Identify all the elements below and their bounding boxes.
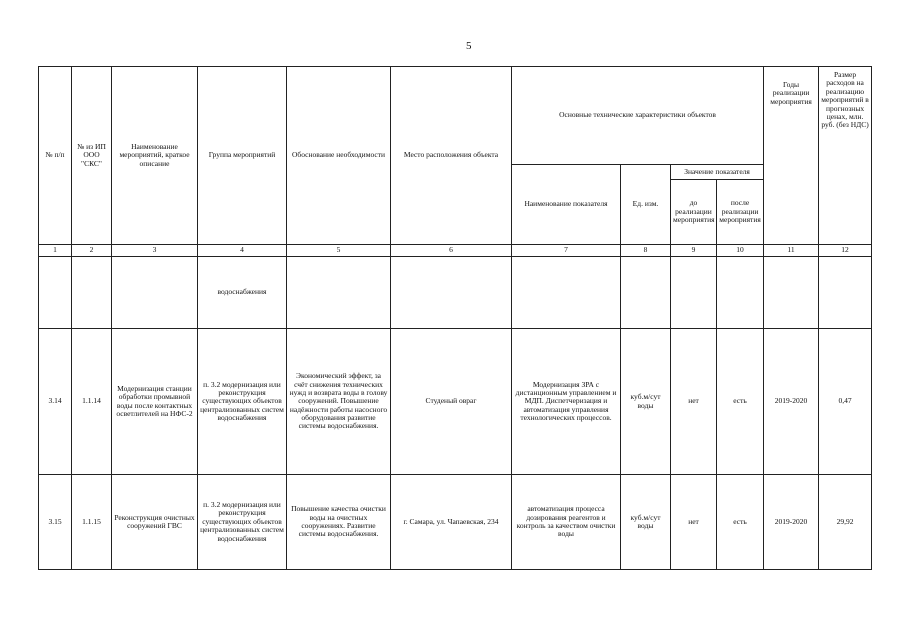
table-cell [391,257,512,329]
table-cell [764,257,819,329]
table-cell [72,257,112,329]
value-after: есть [717,475,764,570]
page-number: 5 [466,40,472,52]
column-number: 6 [391,245,512,257]
value-before: нет [671,475,717,570]
unit: куб.м/сут воды [621,475,671,570]
indicator-name: автоматизация процесса дозирования реагентов и контроль за качеством очистки воды [512,475,621,570]
row-number: 3.15 [39,475,72,570]
measure-group: п. 3.2 модернизация или реконструкция существующих объектов централизованных систем водоснабжения [198,329,287,475]
header-years: Годы реализации мероприятия [764,67,819,245]
column-number: 11 [764,245,819,257]
table-row [39,329,872,475]
header-before: до реализации мероприятия [671,180,717,245]
header-measure-name: Наименование мероприятий, краткое описание [112,67,198,245]
header-ip-number: № из ИП ООО "СКС" [72,67,112,245]
years: 2019-2020 [764,475,819,570]
column-number: 8 [621,245,671,257]
table-cell [112,257,198,329]
cost: 0,47 [819,329,872,475]
value-after: есть [717,329,764,475]
ip-number: 1.1.15 [72,475,112,570]
column-number: 1 [39,245,72,257]
table-cell [671,257,717,329]
column-number: 7 [512,245,621,257]
continuation-row [39,257,872,329]
header-after: после реализации мероприятия [717,180,764,245]
table-cell [717,257,764,329]
column-numbers-row [39,245,872,257]
table-cell [819,257,872,329]
column-number: 2 [72,245,112,257]
table-cell [39,257,72,329]
row-number: 3.14 [39,329,72,475]
unit: куб.м/сут воды [621,329,671,475]
measure-group: п. 3.2 модернизация или реконструкция существующих объектов централизованных систем водоснабжения [198,475,287,570]
indicator-name: Модернизация ЗРА с дистанционным управлением и МДП. Диспетчеризация и автоматизация управления технологических процессов. [512,329,621,475]
column-number: 12 [819,245,872,257]
header-location: Место расположения объекта [391,67,512,245]
table-row [39,475,872,570]
header-row-number: № п/п [39,67,72,245]
column-number: 3 [112,245,198,257]
header-indicator-value: Значение показателя [671,165,764,180]
column-number: 4 [198,245,287,257]
table-cell [621,257,671,329]
table-cell [287,257,391,329]
header-justification: Обоснование необходимости [287,67,391,245]
header-indicator-name: Наименование показателя [512,165,621,245]
column-number: 9 [671,245,717,257]
cost: 29,92 [819,475,872,570]
continuation-group-cell: водоснабжения [198,257,287,329]
location: г. Самара, ул. Чапаевская, 234 [391,475,512,570]
table-cell [512,257,621,329]
location: Студеный овраг [391,329,512,475]
header-measure-group: Группа мероприятий [198,67,287,245]
header-unit: Ед. изм. [621,165,671,245]
measure-name: Реконструкция очистных сооружений ГВС [112,475,198,570]
justification: Повышение качества очистки воды на очистных сооружениях. Развитие системы водоснабжения. [287,475,391,570]
column-number: 5 [287,245,391,257]
value-before: нет [671,329,717,475]
measure-name: Модернизация станции обработки промывной воды после контактных осветлителей на НФС-2 [112,329,198,475]
column-number: 10 [717,245,764,257]
years: 2019-2020 [764,329,819,475]
header-cost: Размер расходов на реализацию мероприятий в прогнозных ценах, млн. руб. (без НДС) [819,67,872,245]
justification: Экономический эффект, за счёт снижения технических нужд и возврата воды в голову сооружений. Повышение надёжности работы насосного оборудования развитие системы водоснабжения. [287,329,391,475]
ip-number: 1.1.14 [72,329,112,475]
investment-program-table [38,66,872,570]
header-technical-characteristics: Основные технические характеристики объектов [512,67,764,165]
